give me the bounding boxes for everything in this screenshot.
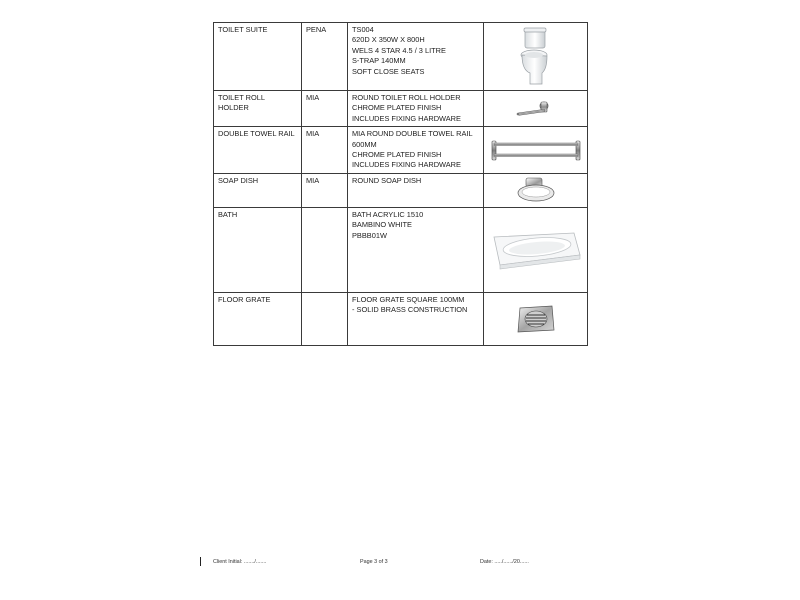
description-line: SOFT CLOSE SEATS [352, 66, 425, 76]
description-line: ROUND TOILET ROLL HOLDER [352, 93, 461, 102]
description-line: BATH ACRYLIC 1510 [352, 209, 424, 219]
table-row [214, 23, 588, 91]
bath-icon [490, 227, 582, 273]
description-line: CHROME PLATED FINISH [352, 103, 442, 113]
description-cell [348, 127, 484, 174]
description-line: WELS 4 STAR 4.5 / 3 LITRE [352, 45, 446, 55]
image-cell [484, 173, 588, 207]
item-name-cell: TOILET SUITE [214, 23, 302, 91]
spec-table [213, 22, 588, 346]
brand-cell: MIA [302, 173, 348, 207]
image-cell [484, 207, 588, 292]
description-cell [348, 173, 484, 207]
description-line: S-TRAP 140MM [352, 56, 406, 66]
description-line: ROUND SOAP DISH [352, 175, 422, 185]
item-name-cell: DOUBLE TOWEL RAIL [214, 127, 302, 174]
description-line: 600MM [352, 139, 377, 149]
description-cell [348, 91, 484, 127]
image-cell [484, 23, 588, 91]
soap-dish-icon [514, 176, 558, 204]
description-line: FLOOR GRATE SQUARE 100MM [352, 294, 465, 304]
item-name-cell: FLOOR GRATE [214, 292, 302, 345]
floor-grate-icon [514, 302, 558, 336]
toilet-suite-icon [516, 26, 556, 88]
table-row [214, 207, 588, 292]
page-footer [0, 557, 800, 571]
toilet-roll-holder-icon [514, 95, 558, 123]
brand-cell: PENA [302, 23, 348, 91]
brand-cell [302, 207, 348, 292]
description-line: INCLUDES FIXING HARDWARE [352, 160, 461, 170]
image-cell [484, 292, 588, 345]
double-towel-rail-icon [489, 135, 583, 165]
description-line: 620D X 350W X 800H [352, 35, 425, 45]
description-line: PBBB01W [352, 230, 387, 240]
image-cell [484, 127, 588, 174]
description-line: BAMBINO WHITE [352, 220, 412, 230]
description-cell [348, 207, 484, 292]
description-line: INCLUDES FIXING HARDWARE [352, 113, 461, 123]
brand-cell: MIA [302, 91, 348, 127]
item-name-cell: BATH [214, 207, 302, 292]
item-name-cell: SOAP DISH [214, 173, 302, 207]
table-row [214, 292, 588, 345]
table-row [214, 173, 588, 207]
item-name-cell: TOILET ROLL HOLDER [214, 91, 302, 127]
date-field: Date: ...../....../20...... [480, 559, 529, 565]
description-cell [348, 23, 484, 91]
brand-cell: MIA [302, 127, 348, 174]
brand-cell [302, 292, 348, 345]
page-number: Page 3 of 3 [360, 559, 388, 565]
image-cell [484, 91, 588, 127]
description-line: - SOLID BRASS CONSTRUCTION [352, 305, 468, 315]
description-line: CHROME PLATED FINISH [352, 150, 442, 160]
footer-divider [200, 557, 201, 566]
description-cell [348, 292, 484, 345]
client-initial: Client Initial: ......./....... [213, 559, 267, 565]
table-row [214, 127, 588, 174]
table-row [214, 91, 588, 127]
description-line: MIA ROUND DOUBLE TOWEL RAIL [352, 129, 473, 139]
description-line: TS004 [352, 25, 374, 34]
